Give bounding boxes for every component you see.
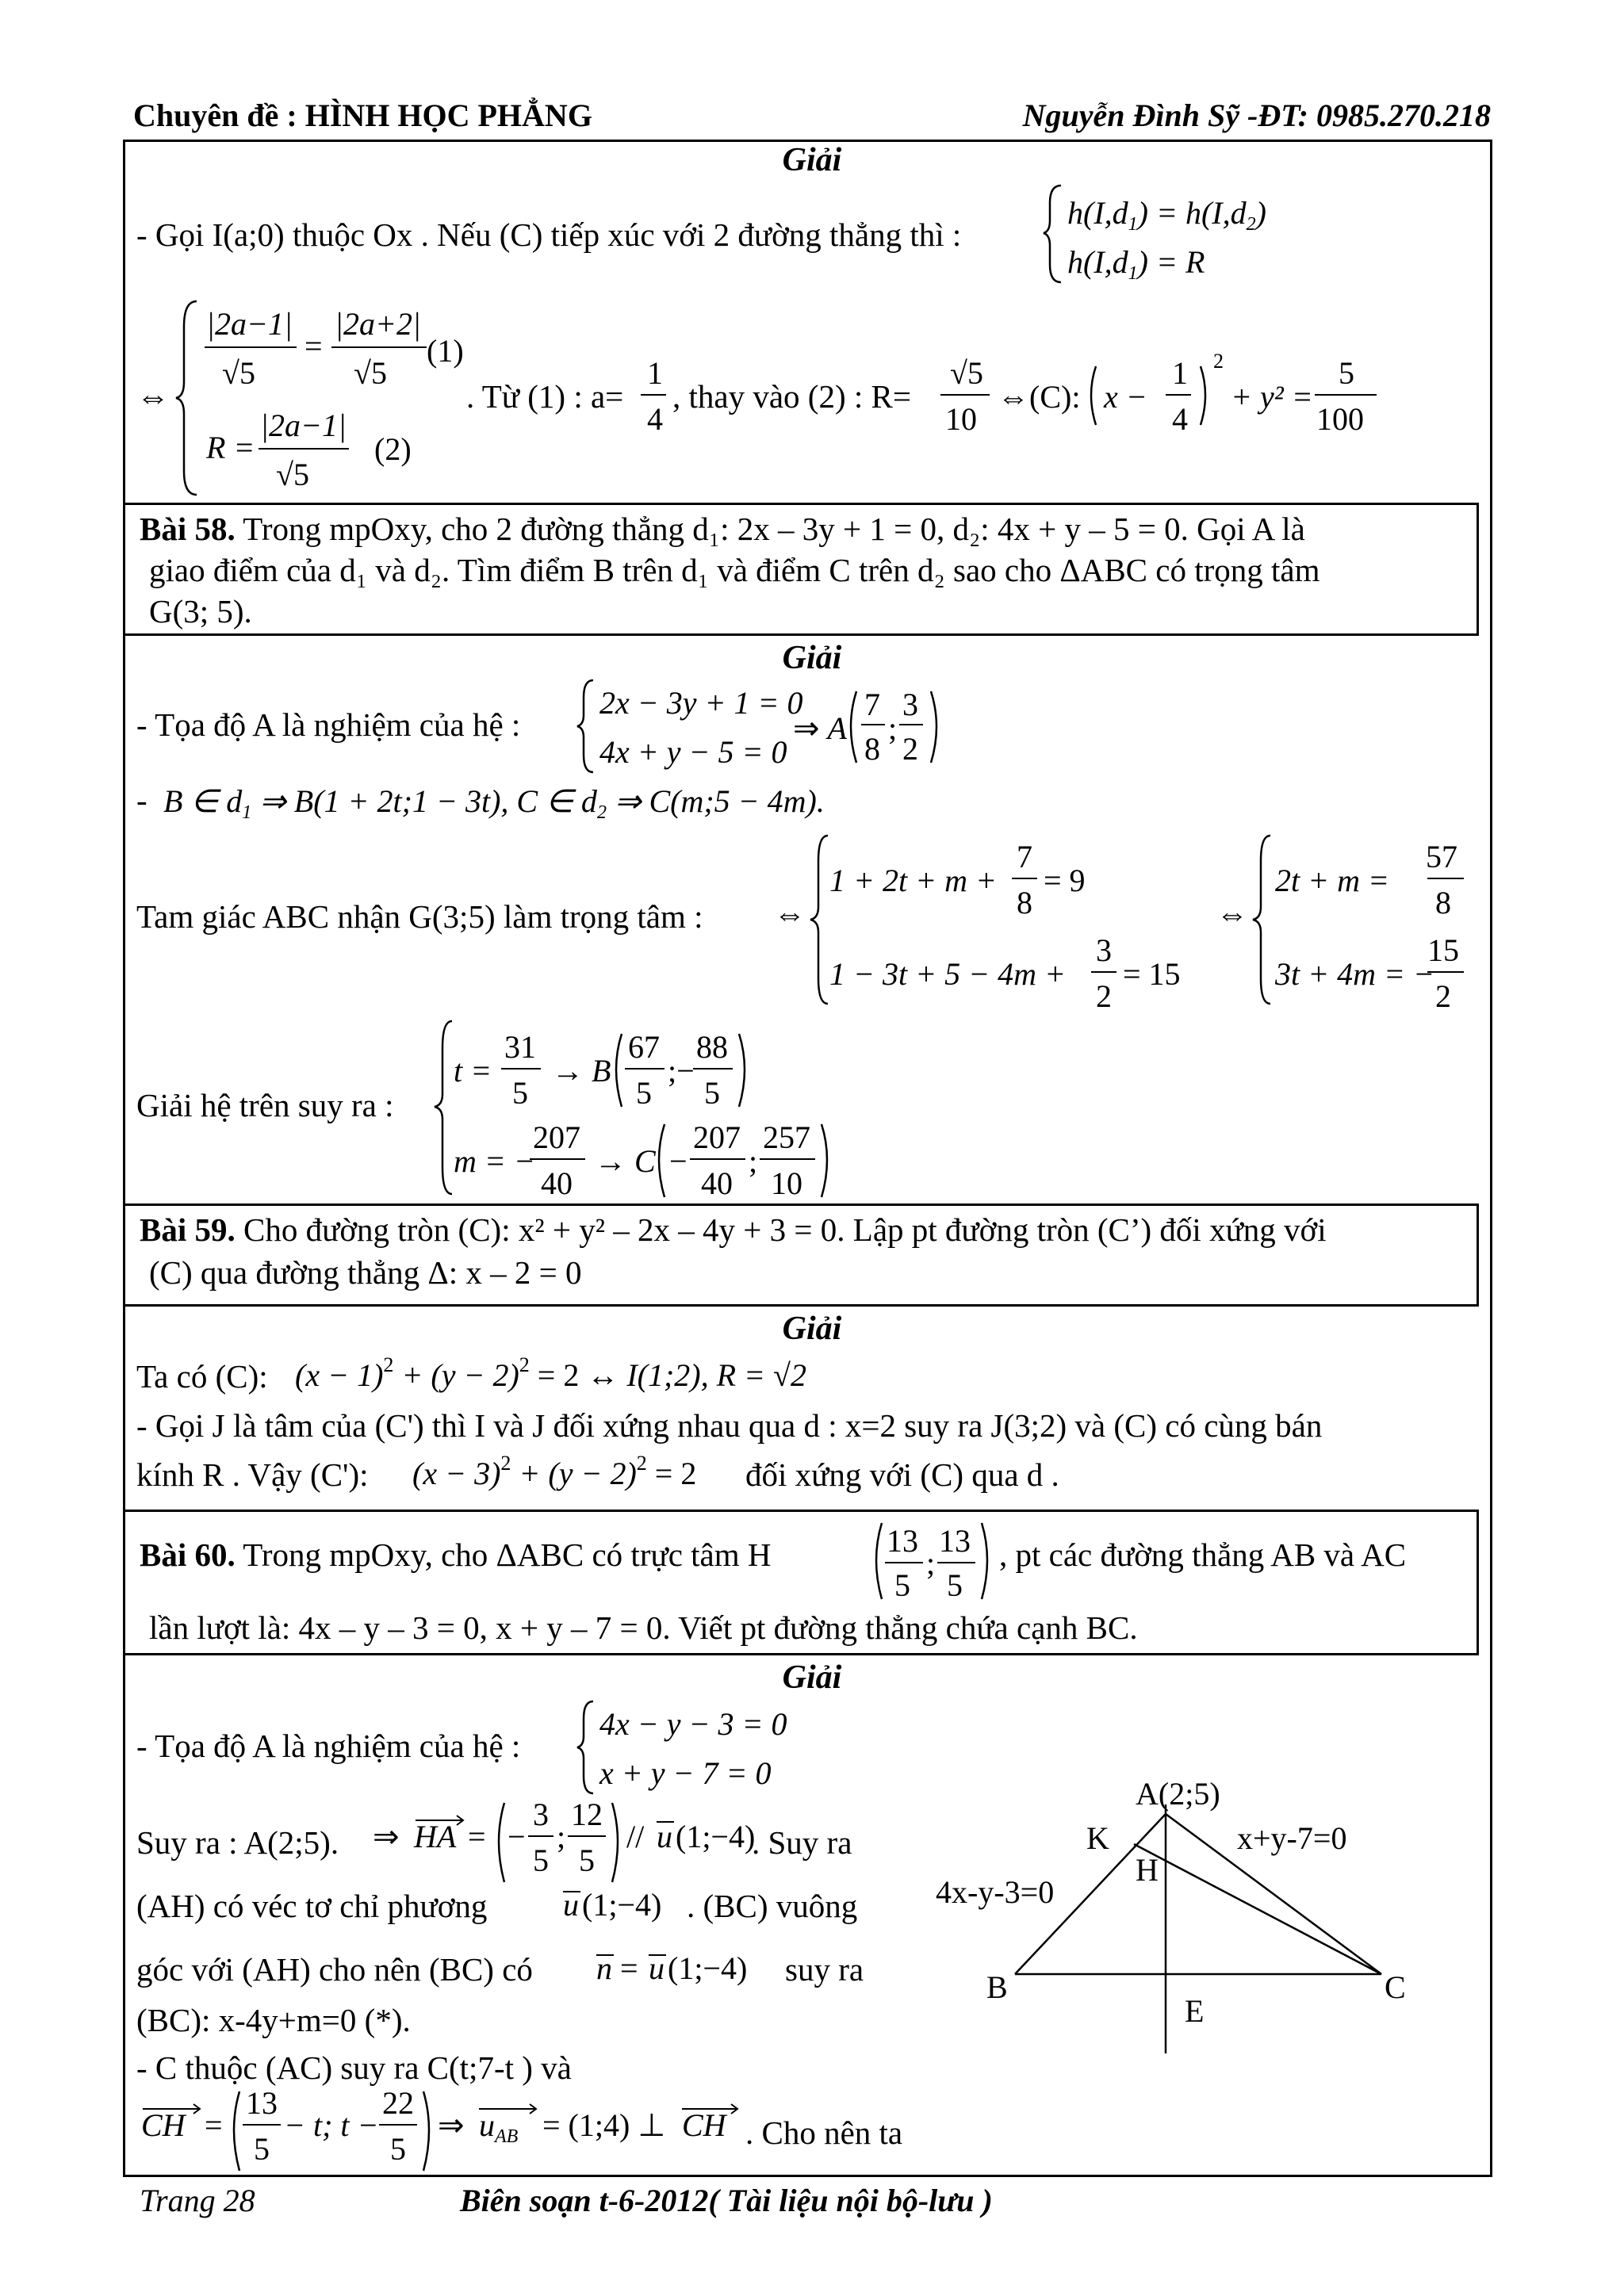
svg-text:→ C: → C [595, 1143, 656, 1179]
footer-note: Biên soạn t-6-2012( Tài liệu nội bộ-lưu ) [460, 2183, 993, 2218]
svg-text:, thay vào (2) : R=: , thay vào (2) : R= [672, 378, 911, 415]
svg-text:u: u [563, 1887, 579, 1923]
svg-text:5: 5 [636, 1075, 652, 1111]
solution-58-heading: Giải [782, 640, 842, 676]
svg-text:CH: CH [141, 2107, 186, 2143]
svg-text:7: 7 [864, 687, 880, 722]
svg-text:√5: √5 [354, 355, 387, 391]
svg-text:5: 5 [254, 2131, 270, 2167]
sol59-line2: - Gọi J là tâm của (C') thì I và J đối xứng nhau qua d : x=2 suy ra J(3;2) và (C) có cùng bán [136, 1407, 1323, 1444]
svg-text:2x − 3y + 1 = 0: 2x − 3y + 1 = 0 [599, 685, 803, 721]
svg-text:40: 40 [701, 1165, 733, 1201]
svg-text:10: 10 [771, 1165, 802, 1201]
sol59-circle-equation [295, 1348, 850, 1403]
svg-text:;: ; [749, 1143, 758, 1179]
triangle-figure [920, 1768, 1427, 2085]
svg-text:5: 5 [579, 1843, 595, 1878]
sol60-normal-vector [595, 1942, 777, 1998]
svg-text:⇔: ⇔ [1216, 896, 1248, 932]
sol58-centroid-systems [774, 829, 1457, 1014]
svg-text:31: 31 [504, 1029, 536, 1065]
svg-text:1: 1 [1172, 355, 1188, 391]
label-A: A(2;5) [1136, 1776, 1220, 1812]
svg-text:(x − 1)2 + (y − 2)2 = 2 ↔ I(1;: $(x - 1)^2 + (y - 2)^2 = 2$ ↔ I(1;2), R = √2 [295, 1353, 807, 1393]
svg-text:5: 5 [512, 1075, 528, 1111]
svg-text:3t + 4m = −: 3t + 4m = − [1275, 956, 1434, 992]
sol58-line1: - Tọa độ A là nghiệm của hệ : [136, 706, 521, 743]
svg-text:3: 3 [1096, 932, 1112, 968]
svg-text:40: 40 [541, 1165, 573, 1201]
svg-text:1 + 2t + m +: 1 + 2t + m + [829, 863, 997, 898]
svg-text:=: = [304, 328, 323, 364]
svg-text:207: 207 [533, 1119, 580, 1155]
sol60-line6: - C thuộc (AC) suy ra C(t;7-t ) và [136, 2049, 572, 2086]
sol59-line1: Ta có (C): [136, 1358, 268, 1395]
svg-text://: // [626, 1819, 645, 1854]
sol58-result-system [435, 1016, 879, 1199]
sol60-line4a: góc với (AH) cho nên (BC) có [136, 1951, 533, 1988]
svg-text:|2a−1|: |2a−1| [206, 306, 293, 342]
problem-59-label: Bài 59. [140, 1211, 236, 1248]
svg-text:x + y − 7 = 0: x + y − 7 = 0 [599, 1755, 772, 1791]
footer-page: Trang 28 [140, 2183, 255, 2218]
label-C: C [1385, 1969, 1406, 2005]
svg-text:u: u [657, 1819, 672, 1854]
sol57-line1: - Gọi I(a;0) thuộc Ox . Nếu (C) tiếp xúc với 2 đường thẳng thì : [136, 216, 962, 253]
svg-text:5: 5 [1339, 355, 1354, 391]
svg-text:15: 15 [1427, 932, 1459, 968]
svg-text:=: = [468, 1819, 486, 1854]
svg-text:HA: HA [414, 1819, 457, 1854]
sol60-direction-vector [561, 1879, 688, 1934]
svg-text:x −: x − [1104, 379, 1147, 415]
svg-text:→ B: → B [552, 1053, 611, 1089]
svg-text:4x − y − 3 = 0: 4x − y − 3 = 0 [599, 1706, 787, 1742]
problem-60-line1b: , pt các đường thẳng AB và AC [999, 1536, 1407, 1573]
svg-text:13: 13 [939, 1523, 971, 1559]
svg-text:t =: t = [454, 1053, 492, 1089]
solution-60-heading: Giải [782, 1659, 842, 1696]
problem-58-line3: G(3; 5). [149, 593, 252, 629]
svg-text:⇒ A: ⇒ A [793, 710, 847, 746]
svg-text:1: 1 [647, 355, 663, 391]
svg-text:R =: R = [206, 430, 255, 465]
label-K: K [1086, 1820, 1109, 1856]
solution-heading: Giải [782, 142, 842, 178]
svg-text:+ y² =: + y² = [1231, 379, 1313, 415]
svg-text:3: 3 [902, 687, 918, 722]
svg-text:h(I,d1) = h(I,d2): $h(I,d_1) = h(I,d_2)$ [1067, 195, 1266, 235]
svg-text:3: 3 [533, 1797, 549, 1832]
svg-text:7: 7 [1017, 839, 1032, 874]
svg-text:10: 10 [945, 401, 977, 437]
sol59-line3a: kính R . Vậy (C'): [136, 1456, 369, 1493]
svg-text:|2a+2|: |2a+2| [335, 306, 421, 342]
svg-text:4: 4 [1172, 401, 1188, 437]
label-E: E [1185, 1993, 1205, 2029]
svg-text:(1;−4): (1;−4) [582, 1887, 662, 1923]
svg-text:uAB: $u_{AB}$ [479, 2107, 519, 2147]
svg-text:57: 57 [1426, 839, 1457, 874]
problem-59-line1: Cho đường tròn (C): x² + y² – 2x – 4y + 3 = 0. Lập pt đường tròn (C’) đối xứng với [243, 1211, 1327, 1248]
svg-text:= 15: = 15 [1123, 956, 1181, 992]
svg-text:;−: ;− [668, 1053, 695, 1089]
svg-text:2t + m =: 2t + m = [1275, 863, 1389, 898]
svg-text:⇒: ⇒ [438, 2107, 465, 2143]
svg-text:n: n [596, 1950, 612, 1986]
svg-text:2: 2 [902, 731, 918, 767]
label-ab-line: 4x-y-3=0 [936, 1874, 1055, 1910]
label-B: B [986, 1969, 1008, 2005]
svg-text:88: 88 [696, 1029, 728, 1065]
problem-59-line2: (C) qua đường thẳng Δ: x – 2 = 0 [149, 1254, 582, 1291]
label-ac-line: x+y-7=0 [1237, 1820, 1347, 1856]
svg-text:2: 2 [1096, 978, 1112, 1014]
sol58-line2-prefix: - [136, 782, 147, 818]
svg-text:⇔: ⇔ [136, 379, 170, 415]
problem-59-box [123, 1203, 1479, 1307]
svg-text:√5: √5 [950, 355, 983, 391]
svg-text:4x + y − 5 = 0: 4x + y − 5 = 0 [599, 734, 787, 770]
sol60-vertex-system [577, 1697, 815, 1800]
sol60-line1: - Tọa độ A là nghiệm của hệ : [136, 1728, 521, 1764]
svg-text:8: 8 [1435, 885, 1451, 920]
sol57-equation-system [133, 295, 1402, 501]
svg-text:√5: √5 [222, 355, 255, 391]
svg-text:13: 13 [246, 2085, 278, 2121]
svg-text:8: 8 [864, 731, 880, 767]
svg-text:−: − [508, 1819, 526, 1854]
svg-text:(1;−4): (1;−4) [668, 1950, 748, 1986]
problem-60-line1a: Trong mpOxy, cho ΔABC có trực tâm H [243, 1536, 772, 1573]
svg-text:(2): (2) [374, 431, 412, 467]
svg-text:2: 2 [1435, 978, 1451, 1014]
svg-text:257: 257 [763, 1119, 810, 1155]
svg-text:8: 8 [1017, 885, 1032, 920]
svg-text:5: 5 [947, 1567, 963, 1603]
svg-text:4: 4 [647, 401, 663, 437]
svg-text:|2a−1|: |2a−1| [260, 408, 347, 443]
sol58-line3: Tam giác ABC nhận G(3;5) làm trọng tâm : [136, 898, 703, 935]
svg-text:100: 100 [1316, 401, 1364, 437]
sol57-tangent-system [1044, 179, 1345, 290]
svg-text:−: − [669, 1143, 688, 1179]
problem-58-line1: Trong mpOxy, cho 2 đường thẳng d₁: 2x – 3y + 1 = 0, d₂: 4x + y – 5 = 0. Gọi A là [243, 511, 1305, 547]
sol60-line5: (BC): x-4y+m=0 (*). [136, 2002, 411, 2038]
svg-text:h(I,d1) = R: $h(I,d_1) = R$ [1067, 244, 1205, 284]
svg-text:u: u [649, 1950, 665, 1986]
svg-text:(x − 3)2 + (y − 2)2 = 2: $(x - 3)^2 + (y - 2)^2 = 2$ [412, 1452, 697, 1491]
sol58-intersection-system [577, 675, 974, 779]
svg-text:⇔: ⇔ [774, 896, 806, 932]
svg-text:67: 67 [628, 1029, 660, 1065]
svg-text:5: 5 [894, 1567, 910, 1603]
svg-text:√5: √5 [276, 457, 309, 492]
svg-text:5: 5 [533, 1843, 549, 1878]
sol60-line3a: (AH) có véc tơ chỉ phương [136, 1888, 488, 1924]
svg-text:5: 5 [704, 1075, 720, 1111]
svg-text:2: 2 [1213, 350, 1224, 373]
problem-58-box [123, 503, 1479, 636]
svg-text:⇒: ⇒ [373, 1819, 400, 1854]
svg-text:13: 13 [887, 1523, 918, 1559]
problem-60-orthocenter [871, 1518, 1005, 1605]
sol59-line3b: đối xứng với (C) qua d . [745, 1456, 1059, 1493]
svg-text:12: 12 [571, 1797, 603, 1832]
sol60-line7b: . Cho nên ta [745, 2114, 903, 2151]
svg-text:. Từ (1) : a=: . Từ (1) : a= [466, 378, 624, 415]
sol59-symmetric-circle [412, 1446, 745, 1502]
svg-text:B ∈ d1 ⇒ B(1 + 2t;1 − 3t), C ∈: B ∈ $d_1$ ⇒ B(1 + 2t;1 − 3t), C ∈ $d_2$ ⇒ C(m;5 − 4m). [163, 783, 825, 823]
problem-60-line2: lần lượt là: 4x – y – 3 = 0, x + y – 7 = 0. Viết pt đường thẳng chứa cạnh BC. [149, 1609, 1138, 1646]
problem-60-box [123, 1510, 1479, 1655]
svg-text:− t; t −: − t; t − [284, 2107, 379, 2143]
svg-text:;: ; [888, 710, 898, 746]
svg-text:1 − 3t + 5 − 4m +: 1 − 3t + 5 − 4m + [829, 956, 1066, 992]
svg-text:⇔(C):: ⇔(C): [998, 379, 1081, 415]
problem-58-label: Bài 58. [140, 511, 236, 547]
svg-text:= 9: = 9 [1044, 863, 1086, 898]
svg-text:207: 207 [693, 1119, 741, 1155]
svg-text:;: ; [557, 1819, 566, 1854]
svg-text:CH: CH [682, 2107, 726, 2143]
svg-text:22: 22 [382, 2085, 414, 2121]
svg-text:(1;−4): (1;−4) [676, 1819, 756, 1854]
svg-text:5: 5 [390, 2131, 406, 2167]
sol60-ch-vector [136, 2082, 739, 2177]
sol58-line4: Giải hệ trên suy ra : [136, 1087, 394, 1123]
sol58-centroid-fractions [1427, 829, 1491, 1012]
sol58-parametrization [163, 779, 877, 826]
header-topic: Chuyên đề : HÌNH HỌC PHẲNG [133, 98, 592, 133]
sol60-line2b: . Suy ra [752, 1824, 852, 1861]
svg-text:;: ; [926, 1545, 936, 1581]
svg-text:(1): (1) [427, 333, 464, 369]
header-author: Nguyễn Đình Sỹ -ĐT: 0985.270.218 [1022, 98, 1491, 133]
solution-59-heading: Giải [782, 1311, 842, 1347]
sol60-line4b: suy ra [785, 1951, 864, 1988]
problem-58-line2: giao điểm của d₁ và d₂. Tìm điểm B trên d₁ và điểm C trên d₂ sao cho ΔABC có trọng tâm [149, 552, 1320, 588]
sol60-line3b: . (BC) vuông [687, 1888, 858, 1924]
svg-text:=: = [205, 2107, 223, 2143]
label-H: H [1136, 1852, 1159, 1888]
svg-text:= (1;4) ⊥: = (1;4) ⊥ [542, 2107, 666, 2143]
problem-60-label: Bài 60. [140, 1536, 236, 1573]
svg-text:m = −: m = − [454, 1143, 535, 1179]
svg-text:=: = [620, 1950, 638, 1986]
sol60-line2a: Suy ra : A(2;5). [136, 1824, 339, 1861]
